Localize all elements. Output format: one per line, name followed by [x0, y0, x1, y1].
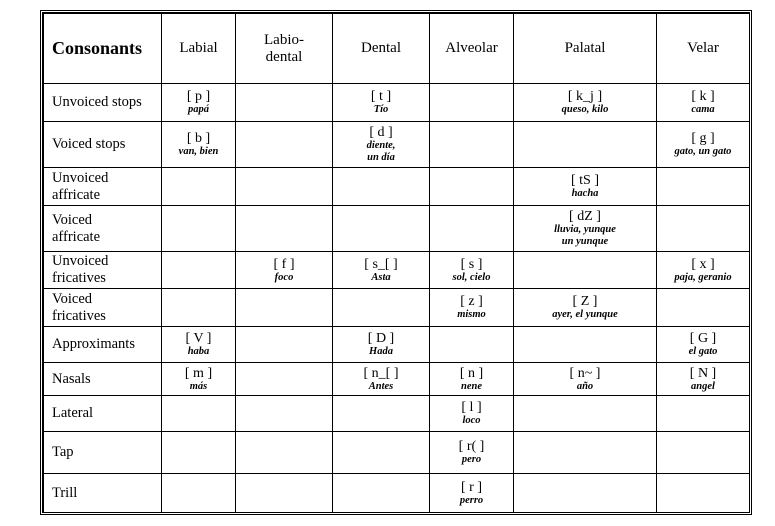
- table-row: [44, 84, 750, 122]
- example-word: ayer, el yunque: [552, 309, 618, 320]
- cell-labial: [162, 327, 236, 363]
- column-header-labial: Labial: [162, 14, 236, 84]
- cell-velar: [657, 327, 750, 363]
- example-word: nene: [461, 380, 482, 392]
- cell-alveolar: [430, 206, 514, 252]
- cell-palatal: [514, 289, 657, 327]
- table-row: [44, 327, 750, 363]
- ipa-symbol: [ tS ]: [571, 173, 599, 188]
- table-row: [44, 396, 750, 432]
- cell-labial: [162, 84, 236, 122]
- table-row: [44, 289, 750, 327]
- cell-labiodental: [236, 252, 333, 289]
- cell-labial: [162, 289, 236, 327]
- table-row: [44, 252, 750, 289]
- ipa-symbol: [ b ]: [186, 131, 211, 146]
- cell-velar: [657, 84, 750, 122]
- column-header-alveolar: Alveolar: [430, 14, 514, 84]
- example-word: cama: [691, 104, 715, 115]
- ipa-symbol: [ n ]: [459, 365, 484, 381]
- row-label: Unvoiced fricatives: [44, 252, 162, 289]
- table-row: [44, 168, 750, 206]
- cell-palatal: [514, 474, 657, 513]
- table-row: [44, 474, 750, 513]
- example-word: papá: [188, 104, 209, 115]
- row-label: Lateral: [44, 396, 162, 432]
- example-word: el gato: [688, 346, 718, 357]
- cell-labiodental: [236, 289, 333, 327]
- example-word: Tío: [373, 104, 389, 115]
- row-label: Unvoiced stops: [44, 84, 162, 122]
- example-word: sol, cielo: [452, 271, 491, 283]
- ipa-symbol: [ G ]: [689, 331, 717, 346]
- example-word: van, bien: [178, 146, 219, 157]
- header-row: [44, 14, 750, 84]
- ipa-symbol: [ g ]: [691, 131, 715, 146]
- cell-velar: [657, 474, 750, 513]
- cell-dental: [333, 363, 430, 396]
- cell-palatal: [514, 252, 657, 289]
- row-label: Voiced fricatives: [44, 289, 162, 327]
- table-row: [44, 363, 750, 396]
- table-title: Consonants: [44, 14, 162, 84]
- cell-velar: [657, 396, 750, 432]
- cell-labial: [162, 206, 236, 252]
- ipa-symbol: [ s ]: [460, 256, 483, 272]
- cell-alveolar: [430, 432, 514, 474]
- cell-alveolar: [430, 84, 514, 122]
- ipa-symbol: [ f ]: [273, 256, 295, 272]
- row-label: Trill: [44, 474, 162, 513]
- cell-velar: [657, 168, 750, 206]
- cell-palatal: [514, 122, 657, 168]
- example-word: año: [576, 380, 594, 392]
- cell-labial: [162, 168, 236, 206]
- example-word: Antes: [368, 380, 394, 392]
- cell-alveolar: [430, 363, 514, 396]
- consonants-table: [43, 13, 750, 513]
- cell-labial: [162, 474, 236, 513]
- table-row: [44, 206, 750, 252]
- cell-alveolar: [430, 289, 514, 327]
- ipa-symbol: [ z ]: [460, 294, 483, 309]
- cell-alveolar: [430, 122, 514, 168]
- example-word: haba: [187, 346, 210, 357]
- cell-labiodental: [236, 122, 333, 168]
- cell-labiodental: [236, 327, 333, 363]
- cell-velar: [657, 252, 750, 289]
- example-word: pero: [461, 454, 482, 465]
- cell-velar: [657, 206, 750, 252]
- example-word: paja, geranio: [674, 271, 732, 283]
- cell-alveolar: [430, 168, 514, 206]
- cell-labial: [162, 122, 236, 168]
- cell-labiodental: [236, 206, 333, 252]
- table-row: [44, 432, 750, 474]
- cell-alveolar: [430, 252, 514, 289]
- cell-velar: [657, 122, 750, 168]
- cell-palatal: [514, 327, 657, 363]
- ipa-symbol: [ N ]: [689, 365, 717, 381]
- cell-palatal: [514, 168, 657, 206]
- cell-labial: [162, 363, 236, 396]
- cell-palatal: [514, 432, 657, 474]
- cell-palatal: [514, 206, 657, 252]
- labiodental-label: Labio- dental: [264, 31, 304, 65]
- column-header-labiodental: [236, 14, 333, 84]
- example-word: mismo: [457, 309, 486, 320]
- ipa-symbol: [ s_[ ]: [364, 256, 398, 272]
- row-label: Approximants: [44, 327, 162, 363]
- row-label: Nasals: [44, 363, 162, 396]
- cell-dental: [333, 122, 430, 168]
- ipa-symbol: [ r ]: [461, 479, 482, 495]
- example-word: diente, un día: [366, 140, 396, 163]
- cell-labiodental: [236, 168, 333, 206]
- table-row: [44, 122, 750, 168]
- cell-alveolar: [430, 474, 514, 513]
- ipa-symbol: [ k_j ]: [567, 89, 603, 104]
- cell-alveolar: [430, 327, 514, 363]
- ipa-symbol: [ dZ ]: [569, 209, 601, 224]
- column-header-dental: Dental: [333, 14, 430, 84]
- cell-dental: [333, 84, 430, 122]
- ipa-symbol: [ D ]: [367, 331, 395, 346]
- ipa-symbol: [ m ]: [184, 365, 213, 381]
- ipa-symbol: [ k ]: [691, 89, 715, 104]
- example-word: perro: [459, 494, 484, 506]
- column-header-velar: Velar: [657, 14, 750, 84]
- example-word: gato, un gato: [674, 146, 732, 157]
- example-word: lluvia, yunque un yunque: [554, 224, 616, 247]
- example-word: hacha: [571, 188, 599, 199]
- column-header-palatal: Palatal: [514, 14, 657, 84]
- ipa-symbol: [ p ]: [186, 89, 211, 104]
- cell-palatal: [514, 84, 657, 122]
- cell-dental: [333, 474, 430, 513]
- ipa-symbol: [ V ]: [185, 331, 212, 346]
- cell-dental: [333, 168, 430, 206]
- cell-labial: [162, 432, 236, 474]
- example-word: Hada: [369, 346, 393, 357]
- cell-labiodental: [236, 432, 333, 474]
- cell-velar: [657, 289, 750, 327]
- row-label: Tap: [44, 432, 162, 474]
- cell-labiodental: [236, 474, 333, 513]
- cell-dental: [333, 432, 430, 474]
- ipa-symbol: [ l ]: [461, 400, 482, 415]
- cell-dental: [333, 289, 430, 327]
- cell-palatal: [514, 363, 657, 396]
- ipa-symbol: [ r( ]: [458, 439, 485, 454]
- ipa-symbol: [ n~ ]: [569, 365, 601, 381]
- ipa-symbol: [ Z ]: [572, 294, 598, 309]
- ipa-symbol: [ x ]: [691, 256, 715, 272]
- example-word: angel: [691, 380, 715, 392]
- ipa-symbol: [ d ]: [369, 125, 393, 140]
- cell-dental: [333, 327, 430, 363]
- row-label: Unvoiced affricate: [44, 168, 162, 206]
- example-word: Asta: [371, 271, 391, 283]
- cell-labiodental: [236, 396, 333, 432]
- ipa-symbol: [ n_[ ]: [363, 365, 399, 381]
- cell-dental: [333, 252, 430, 289]
- cell-labiodental: [236, 84, 333, 122]
- cell-labial: [162, 252, 236, 289]
- example-word: loco: [462, 415, 481, 426]
- cell-velar: [657, 363, 750, 396]
- ipa-symbol: [ t ]: [370, 89, 392, 104]
- cell-alveolar: [430, 396, 514, 432]
- cell-labial: [162, 396, 236, 432]
- cell-dental: [333, 206, 430, 252]
- cell-labiodental: [236, 363, 333, 396]
- example-word: foco: [274, 271, 294, 283]
- cell-palatal: [514, 396, 657, 432]
- cell-velar: [657, 432, 750, 474]
- cell-dental: [333, 396, 430, 432]
- example-word: queso, kilo: [561, 104, 609, 115]
- example-word: más: [189, 380, 208, 392]
- row-label: Voiced stops: [44, 122, 162, 168]
- row-label: Voiced affricate: [44, 206, 162, 252]
